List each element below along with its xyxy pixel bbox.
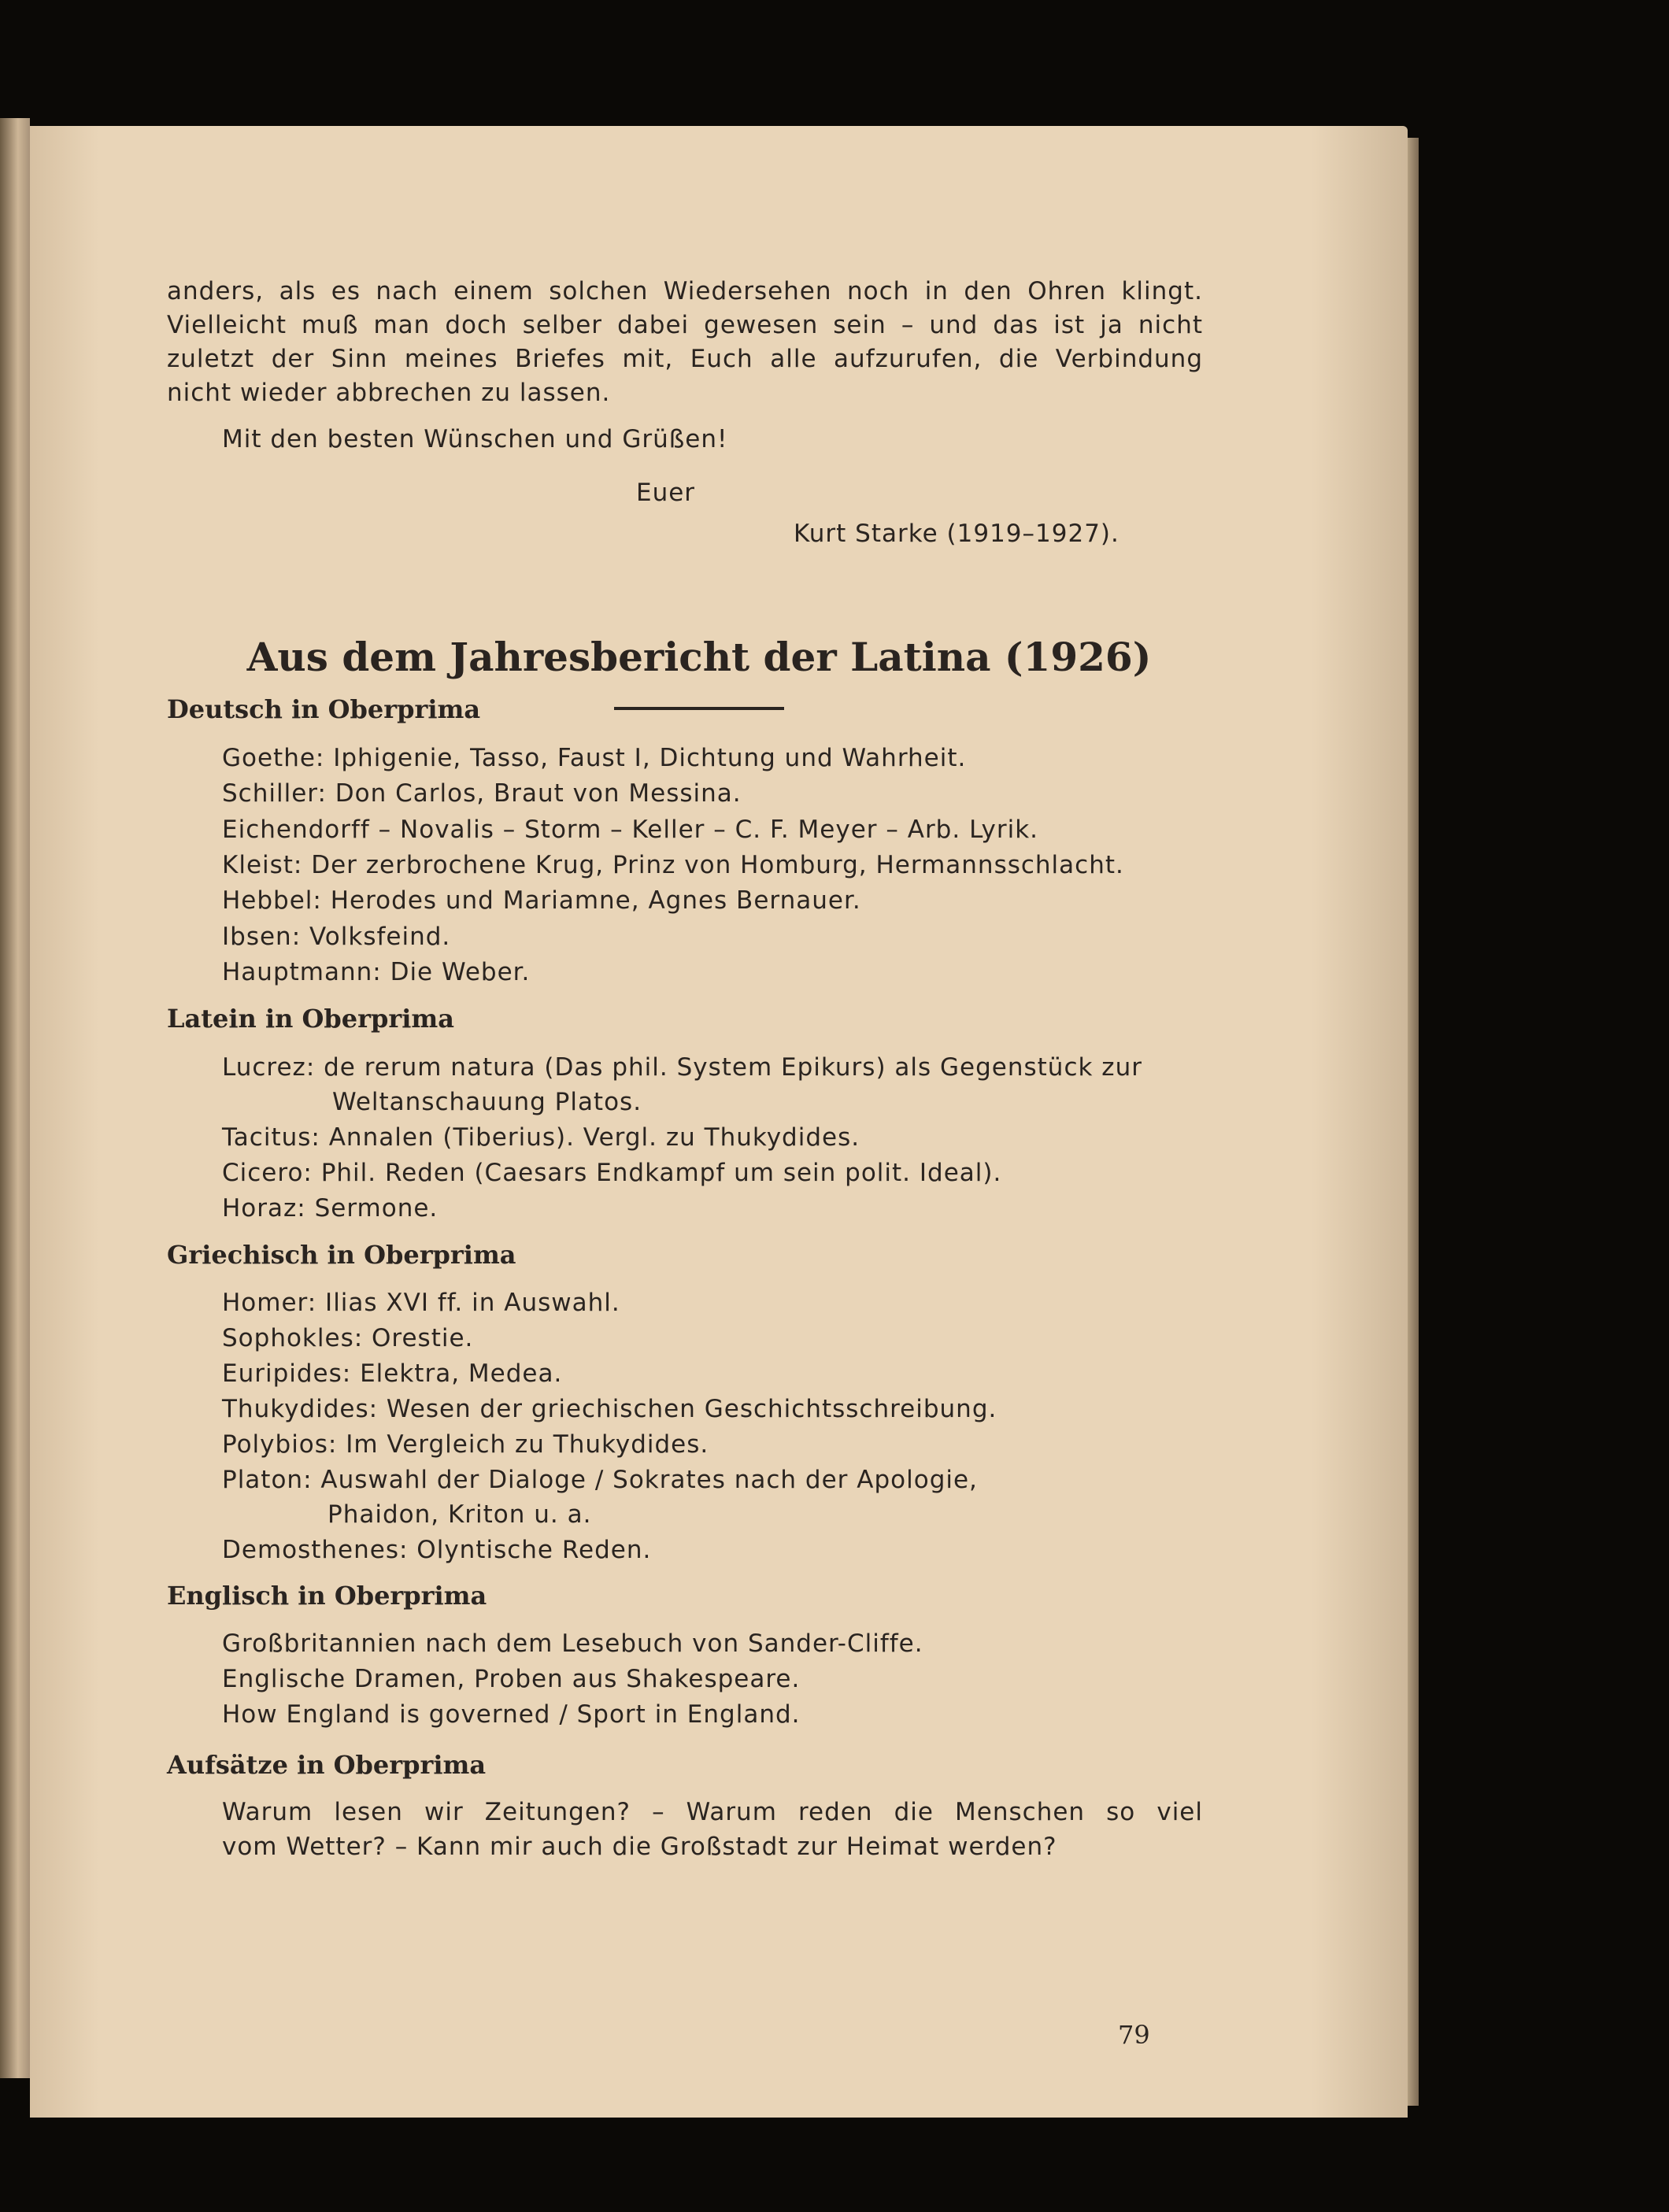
letter-signature: Kurt Starke (1919–1927). xyxy=(794,520,1119,548)
letter-line: Vielleicht muß man doch selber dabei gewesen sein – und das ist ja nicht xyxy=(167,311,1203,339)
list-item: Hebbel: Herodes und Mariamne, Agnes Bernauer. xyxy=(222,886,861,915)
list-item: Lucrez: de rerum natura (Das phil. System Epikurs) als Gegenstück zur xyxy=(222,1053,1142,1082)
letter-line: zuletzt der Sinn meines Briefes mit, Euch alle aufzurufen, die Verbindung xyxy=(167,345,1203,373)
list-item: Kleist: Der zerbrochene Krug, Prinz von Homburg, Hermannsschlacht. xyxy=(222,851,1124,879)
letter-line: nicht wieder abbrechen zu lassen. xyxy=(167,379,611,407)
list-item: Schiller: Don Carlos, Braut von Messina. xyxy=(222,779,742,808)
list-item: Ibsen: Volksfeind. xyxy=(222,923,451,951)
page-stack-edge xyxy=(1408,138,1419,2106)
list-item: Homer: Ilias XVI ff. in Auswahl. xyxy=(222,1289,620,1317)
section-heading-deutsch: Deutsch in Oberprima xyxy=(167,694,481,724)
section-heading-aufsaetze: Aufsätze in Oberprima xyxy=(167,1750,487,1780)
letter-closing: Euer xyxy=(636,479,696,507)
book-page xyxy=(30,126,1408,2118)
list-item: Tacitus: Annalen (Tiberius). Vergl. zu Thukydides. xyxy=(222,1123,860,1152)
page-number: 79 xyxy=(1118,2020,1150,2050)
list-item: Englische Dramen, Proben aus Shakespeare. xyxy=(222,1665,801,1693)
list-item: Thukydides: Wesen der griechischen Geschichtsschreibung. xyxy=(222,1395,997,1423)
list-item: Hauptmann: Die Weber. xyxy=(222,958,531,986)
list-item: Weltanschauung Platos. xyxy=(332,1088,642,1116)
section-heading-latein: Latein in Oberprima xyxy=(167,1004,454,1034)
list-item: Sophokles: Orestie. xyxy=(222,1324,474,1352)
list-item: Cicero: Phil. Reden (Caesars Endkampf um sein polit. Ideal). xyxy=(222,1159,1002,1187)
list-item: Euripides: Elektra, Medea. xyxy=(222,1359,563,1388)
letter-line: anders, als es nach einem solchen Wiedersehen noch in den Ohren klingt. xyxy=(167,277,1203,305)
list-item: Phaidon, Kriton u. a. xyxy=(328,1500,592,1529)
list-item: Großbritannien nach dem Lesebuch von Sander-Cliffe. xyxy=(222,1629,923,1658)
report-title: Aus dem Jahresbericht der Latina (1926) xyxy=(246,634,1152,680)
letter-greeting: Mit den besten Wünschen und Grüßen! xyxy=(222,425,728,453)
section-divider xyxy=(614,707,784,710)
list-item: How England is governed / Sport in England. xyxy=(222,1700,801,1729)
section-heading-englisch: Englisch in Oberprima xyxy=(167,1581,487,1611)
list-item: Horaz: Sermone. xyxy=(222,1194,439,1223)
list-item: vom Wetter? – Kann mir auch die Großstadt zur Heimat werden? xyxy=(222,1833,1057,1861)
list-item: Platon: Auswahl der Dialoge / Sokrates nach der Apologie, xyxy=(222,1466,978,1494)
list-item: Warum lesen wir Zeitungen? – Warum reden die Menschen so viel xyxy=(222,1798,1203,1826)
list-item: Polybios: Im Vergleich zu Thukydides. xyxy=(222,1430,709,1459)
list-item: Eichendorff – Novalis – Storm – Keller – C. F. Meyer – Arb. Lyrik. xyxy=(222,816,1039,844)
list-item: Goethe: Iphigenie, Tasso, Faust I, Dichtung und Wahrheit. xyxy=(222,744,967,772)
section-heading-griechisch: Griechisch in Oberprima xyxy=(167,1240,516,1270)
facing-page-edge xyxy=(0,118,30,2078)
list-item: Demosthenes: Olyntische Reden. xyxy=(222,1536,652,1564)
